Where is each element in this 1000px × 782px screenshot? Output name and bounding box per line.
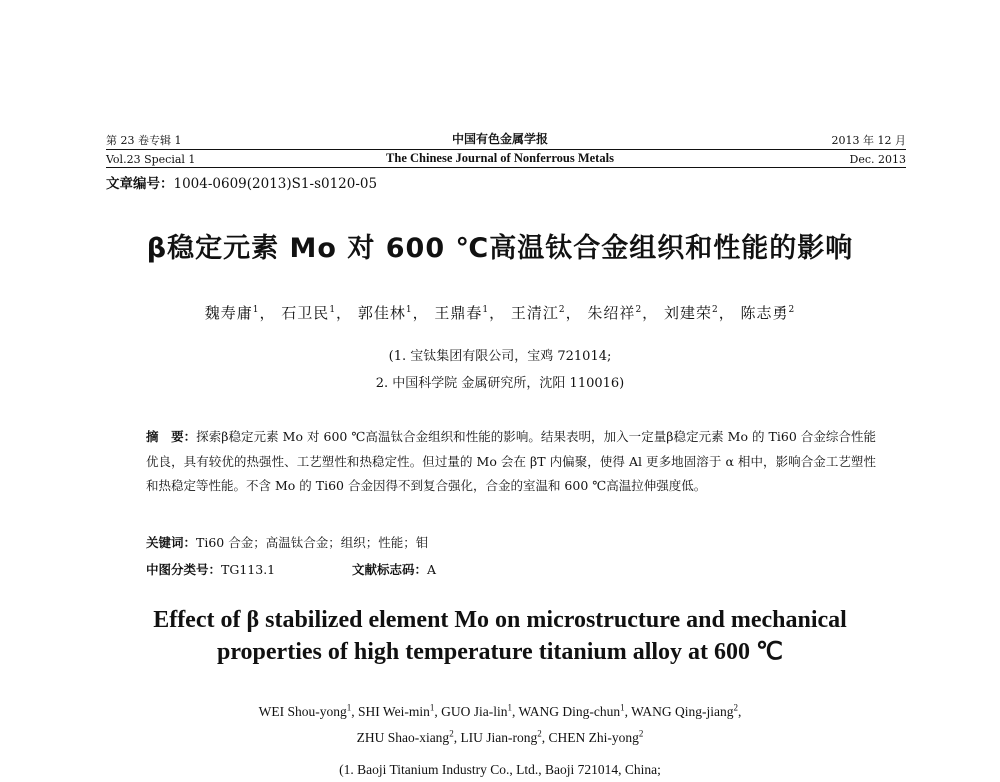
article-number-label: 文章编号： <box>106 176 174 192</box>
classification <box>146 560 275 578</box>
author-cn: 石卫民$^1$ <box>281 304 337 322</box>
author-en: WANG Ding-chun$^1$ <box>518 702 625 719</box>
author-en: SHI Wei-$\min^1$ <box>358 702 435 719</box>
document-code <box>352 560 436 578</box>
author-en: WEI Shou-yong$^1$ <box>258 702 352 719</box>
author-cn: 王鼎春$^1$ <box>434 304 490 322</box>
classification-value: TG113.1 <box>221 562 276 577</box>
author-cn: 郭佳林$^1$ <box>357 304 413 322</box>
affiliation-cn-1: (1. 宝钛集团有限公司，宝鸡 721014; <box>388 349 612 364</box>
journal-title-cn: 中国有色金属学报 <box>451 132 548 146</box>
authors-cn: 魏寿庸$^1$， 石卫民$^1$， 郭佳林$^1$， 王鼎春$^1$， 王清江$^2$， 朱绍祥$^2$， 刘建荣$^2$， 陈志勇$^2$ <box>204 304 796 322</box>
journal-title-en: The Chinese Journal of Nonferrous Metals <box>386 151 614 165</box>
date-cn: 2013 年 12 月 <box>831 134 906 147</box>
author-en: ZHU Shao-xiang$^2$ <box>356 728 454 745</box>
title-en-line1: Effect of β stabilized element Mo on microstructure and mechanical <box>153 607 847 633</box>
title-cn: β稳定元素 Mo 对 600 ℃高温钛合金组织和性能的影响 <box>146 233 854 264</box>
author-cn: 刘建荣$^2$ <box>663 304 719 322</box>
author-en: LIU Jian-rong$^2$ <box>460 728 542 745</box>
date-en: Dec. 2013 <box>849 153 906 166</box>
header-divider-bottom <box>106 167 906 168</box>
keywords <box>146 533 428 551</box>
header-divider <box>106 149 906 150</box>
document-code-label: 文献标志码： <box>352 562 428 577</box>
authors-en-line2: ZHU Shao-xiang$^2$, LIU Jian-rong$^2$, CHEN Zhi-yong$^2$ <box>356 728 644 745</box>
author-en: WANG Qing-jiang$^2$ <box>631 702 738 719</box>
author-cn: 魏寿庸$^1$ <box>204 304 260 322</box>
title-en <box>0 604 1000 668</box>
author-cn: 王清江$^2$ <box>510 304 566 322</box>
document-code-value: A <box>427 562 437 577</box>
abstract <box>146 425 876 499</box>
volume-en: Vol.23 Special 1 <box>106 153 196 166</box>
abstract-label: 摘 要： <box>146 429 197 444</box>
classification-label: 中图分类号： <box>146 562 222 577</box>
affiliation-cn-2: 2. 中国科学院 金属研究所，沈阳 110016) <box>375 376 625 391</box>
affiliation-en-1: (1. Baoji Titanium Industry Co., Ltd., Baoji 721014, China; <box>339 762 661 777</box>
abstract-text: 探索β稳定元素 Mo 对 600 ℃高温钛合金组织和性能的影响。结果表明，加入一定量β稳定元素 Mo 的 Ti60 合金综合性能优良，具有较优的热强性、工艺塑性和热稳定性。但过量的 Mo 会在 βT 内偏聚，使得 Al 更多地固溶于 α 相中，影响合金工艺塑性和热稳定等性能。不含 Mo 的 Ti60 合金因得不到复合强化，合金的室温和 600 ℃高温拉伸强度低。 <box>146 429 876 493</box>
keywords-text: Ti60 合金；高温钛合金；组织；性能；钼 <box>196 535 429 550</box>
title-en-line2: properties of high temperature titanium alloy at 600 ℃ <box>216 639 783 665</box>
author-en: CHEN Zhi-yong$^2$ <box>548 728 644 745</box>
volume-cn: 第 23 卷专辑 1 <box>106 134 182 147</box>
article-number <box>106 172 377 192</box>
article-number-value: 1004-0609(2013)S1-s0120-05 <box>173 176 378 192</box>
keywords-label: 关键词： <box>146 535 197 550</box>
author-cn: 陈志勇$^2$ <box>740 304 796 322</box>
author-cn: 朱绍祥$^2$ <box>587 304 643 322</box>
authors-en-line1: WEI Shou-yong$^1$, SHI Wei-$\min^1$, GUO Jia-lin$^1$, WANG Ding-chun$^1$, WANG Qing-jiang$^2$, <box>258 702 742 719</box>
author-en: GUO Jia-lin$^1$ <box>441 702 512 719</box>
